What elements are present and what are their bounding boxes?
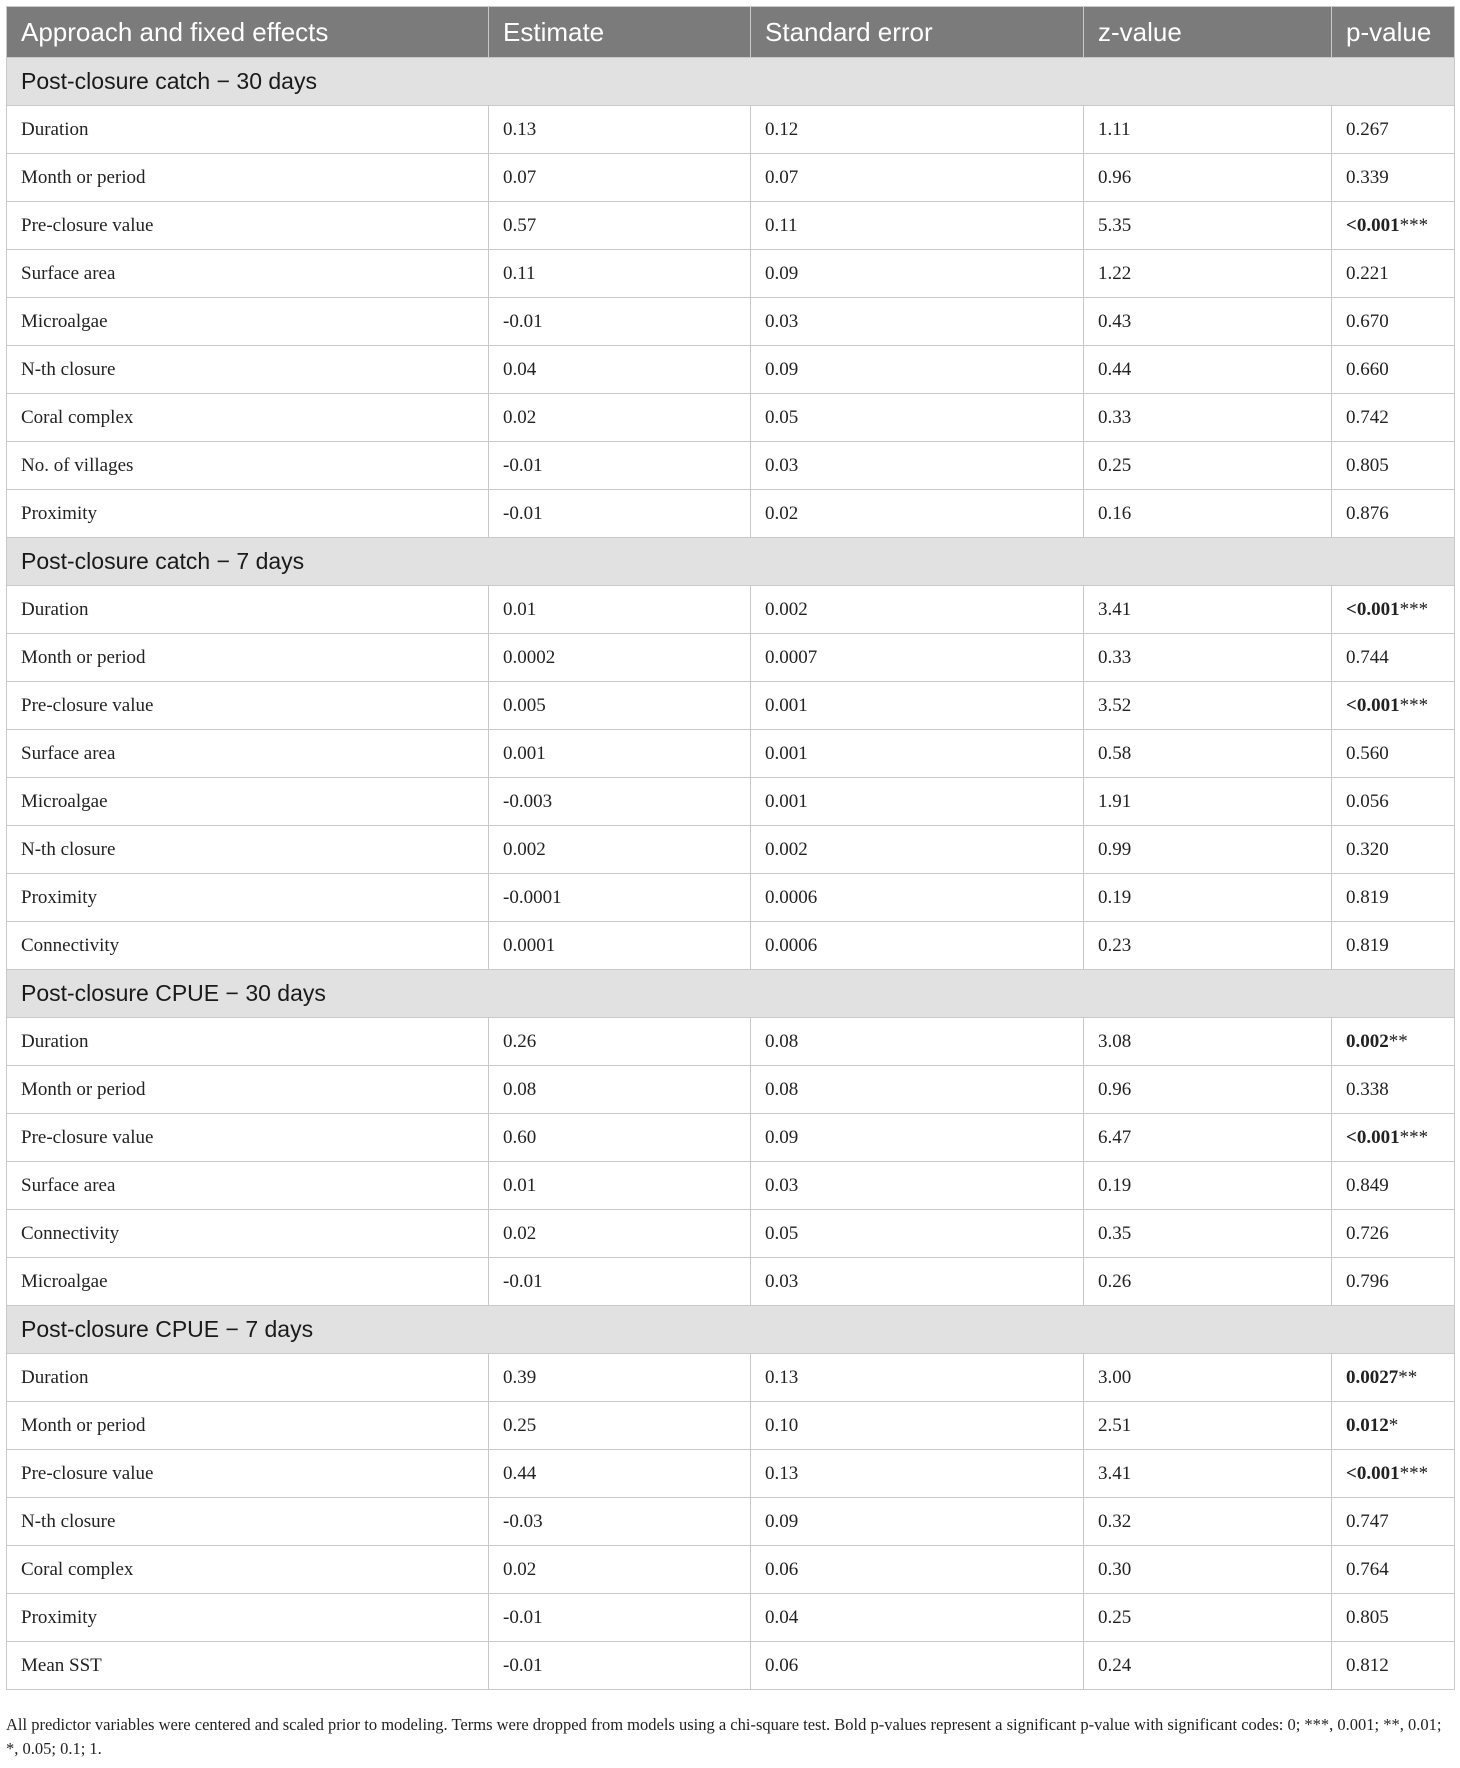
p-value-number: 0.742 <box>1346 406 1389 428</box>
estimate-cell: 0.07 <box>489 154 751 202</box>
p-value-number: 0.812 <box>1346 1654 1389 1676</box>
standard-error-cell: 0.06 <box>751 1642 1084 1690</box>
p-value-number: 0.002 <box>1346 1030 1389 1052</box>
effect-cell: Connectivity <box>7 1210 489 1258</box>
effect-cell: Connectivity <box>7 922 489 970</box>
significance-stars: ** <box>1398 1366 1418 1388</box>
standard-error-cell: 0.08 <box>751 1066 1084 1114</box>
z-value-cell: 0.44 <box>1084 346 1332 394</box>
table-row <box>7 1258 1455 1306</box>
z-value-cell: 2.51 <box>1084 1402 1332 1450</box>
p-value-cell <box>1332 154 1455 202</box>
z-value-cell: 3.08 <box>1084 1018 1332 1066</box>
table-row <box>7 1066 1455 1114</box>
estimate-cell: 0.25 <box>489 1402 751 1450</box>
effect-cell: N-th closure <box>7 1498 489 1546</box>
table-row <box>7 1594 1455 1642</box>
effect-cell: Surface area <box>7 250 489 298</box>
p-value-number: 0.876 <box>1346 502 1389 524</box>
standard-error-cell: 0.06 <box>751 1546 1084 1594</box>
z-value-cell: 1.11 <box>1084 106 1332 154</box>
table-row <box>7 106 1455 154</box>
estimate-cell: -0.01 <box>489 490 751 538</box>
z-value-cell: 0.23 <box>1084 922 1332 970</box>
p-value-cell <box>1332 1114 1455 1162</box>
p-value-cell <box>1332 1162 1455 1210</box>
effect-cell: Duration <box>7 586 489 634</box>
significance-stars: * <box>1388 1414 1399 1436</box>
p-value-number: 0.747 <box>1346 1510 1389 1532</box>
standard-error-cell: 0.09 <box>751 1498 1084 1546</box>
standard-error-cell: 0.10 <box>751 1402 1084 1450</box>
section-row <box>7 538 1455 586</box>
section-title: Post-closure CPUE − 30 days <box>7 970 1455 1018</box>
table-row <box>7 250 1455 298</box>
p-value-cell <box>1332 1354 1455 1402</box>
header-standard-error: Standard error <box>751 7 1084 58</box>
significance-stars: *** <box>1399 598 1429 620</box>
p-value-cell <box>1332 490 1455 538</box>
estimate-cell: -0.01 <box>489 442 751 490</box>
p-value-cell <box>1332 778 1455 826</box>
p-value-cell <box>1332 682 1455 730</box>
estimate-cell: 0.04 <box>489 346 751 394</box>
estimate-cell: 0.01 <box>489 586 751 634</box>
z-value-cell: 3.41 <box>1084 586 1332 634</box>
p-value-number: 0.726 <box>1346 1222 1389 1244</box>
p-value-number: 0.339 <box>1346 166 1389 188</box>
estimate-cell: 0.44 <box>489 1450 751 1498</box>
estimate-cell: 0.001 <box>489 730 751 778</box>
p-value-cell <box>1332 1594 1455 1642</box>
estimate-cell: -0.01 <box>489 1594 751 1642</box>
estimate-cell: -0.03 <box>489 1498 751 1546</box>
table-body <box>7 58 1455 1690</box>
effect-cell: N-th closure <box>7 346 489 394</box>
estimate-cell: 0.002 <box>489 826 751 874</box>
p-value-number: 0.805 <box>1346 1606 1389 1628</box>
effect-cell: Duration <box>7 106 489 154</box>
estimate-cell: 0.0002 <box>489 634 751 682</box>
p-value-number: 0.764 <box>1346 1558 1389 1580</box>
estimate-cell: 0.60 <box>489 1114 751 1162</box>
table-row <box>7 1162 1455 1210</box>
standard-error-cell: 0.0007 <box>751 634 1084 682</box>
effect-cell: Surface area <box>7 1162 489 1210</box>
section-title: Post-closure catch − 7 days <box>7 538 1455 586</box>
p-value-cell <box>1332 730 1455 778</box>
significance-stars: *** <box>1399 1462 1429 1484</box>
effect-cell: No. of villages <box>7 442 489 490</box>
table-row <box>7 298 1455 346</box>
p-value-cell <box>1332 346 1455 394</box>
z-value-cell: 0.33 <box>1084 394 1332 442</box>
standard-error-cell: 0.09 <box>751 250 1084 298</box>
table-row <box>7 394 1455 442</box>
z-value-cell: 0.19 <box>1084 874 1332 922</box>
p-value-number: 0.670 <box>1346 310 1389 332</box>
estimate-cell: -0.01 <box>489 1258 751 1306</box>
effect-cell: Pre-closure value <box>7 682 489 730</box>
standard-error-cell: 0.04 <box>751 1594 1084 1642</box>
table-row <box>7 154 1455 202</box>
effect-cell: Microalgae <box>7 298 489 346</box>
effect-cell: Proximity <box>7 874 489 922</box>
standard-error-cell: 0.11 <box>751 202 1084 250</box>
table-header <box>7 7 1455 58</box>
standard-error-cell: 0.001 <box>751 778 1084 826</box>
p-value-cell <box>1332 250 1455 298</box>
z-value-cell: 0.25 <box>1084 442 1332 490</box>
estimate-cell: 0.02 <box>489 1546 751 1594</box>
estimate-cell: -0.0001 <box>489 874 751 922</box>
effect-cell: Duration <box>7 1354 489 1402</box>
z-value-cell: 0.24 <box>1084 1642 1332 1690</box>
standard-error-cell: 0.03 <box>751 442 1084 490</box>
fixed-effects-table <box>6 6 1455 1690</box>
estimate-cell: 0.01 <box>489 1162 751 1210</box>
table-row <box>7 922 1455 970</box>
p-value-cell <box>1332 1066 1455 1114</box>
z-value-cell: 6.47 <box>1084 1114 1332 1162</box>
header-approach: Approach and fixed effects <box>7 7 489 58</box>
z-value-cell: 0.35 <box>1084 1210 1332 1258</box>
p-value-number: 0.560 <box>1346 742 1389 764</box>
estimate-cell: 0.08 <box>489 1066 751 1114</box>
section-row <box>7 1306 1455 1354</box>
p-value-number: 0.012 <box>1346 1414 1389 1436</box>
table-row <box>7 1642 1455 1690</box>
effect-cell: Microalgae <box>7 778 489 826</box>
standard-error-cell: 0.001 <box>751 730 1084 778</box>
z-value-cell: 0.16 <box>1084 490 1332 538</box>
section-title: Post-closure CPUE − 7 days <box>7 1306 1455 1354</box>
z-value-cell: 0.19 <box>1084 1162 1332 1210</box>
estimate-cell: -0.003 <box>489 778 751 826</box>
z-value-cell: 1.22 <box>1084 250 1332 298</box>
header-p-value: p-value <box>1332 7 1455 58</box>
p-value-number: 0.660 <box>1346 358 1389 380</box>
section-title: Post-closure catch − 30 days <box>7 58 1455 106</box>
p-value-number: 0.056 <box>1346 790 1389 812</box>
effect-cell: Proximity <box>7 490 489 538</box>
z-value-cell: 0.96 <box>1084 1066 1332 1114</box>
z-value-cell: 3.41 <box>1084 1450 1332 1498</box>
header-row <box>7 7 1455 58</box>
table-row <box>7 682 1455 730</box>
table-row <box>7 1498 1455 1546</box>
p-value-number: 0.805 <box>1346 454 1389 476</box>
p-value-cell <box>1332 202 1455 250</box>
effect-cell: Month or period <box>7 634 489 682</box>
p-value-number: <0.001 <box>1346 694 1400 716</box>
table-row <box>7 202 1455 250</box>
estimate-cell: -0.01 <box>489 1642 751 1690</box>
p-value-number: <0.001 <box>1346 214 1400 236</box>
effect-cell: Proximity <box>7 1594 489 1642</box>
p-value-number: 0.819 <box>1346 934 1389 956</box>
estimate-cell: 0.02 <box>489 1210 751 1258</box>
p-value-cell <box>1332 1546 1455 1594</box>
standard-error-cell: 0.05 <box>751 394 1084 442</box>
p-value-cell <box>1332 826 1455 874</box>
p-value-cell <box>1332 586 1455 634</box>
z-value-cell: 0.43 <box>1084 298 1332 346</box>
effect-cell: Month or period <box>7 154 489 202</box>
z-value-cell: 0.25 <box>1084 1594 1332 1642</box>
significance-stars: ** <box>1388 1030 1408 1052</box>
p-value-cell <box>1332 442 1455 490</box>
standard-error-cell: 0.001 <box>751 682 1084 730</box>
p-value-number: 0.819 <box>1346 886 1389 908</box>
estimate-cell: 0.005 <box>489 682 751 730</box>
z-value-cell: 1.91 <box>1084 778 1332 826</box>
table-row <box>7 634 1455 682</box>
table-row <box>7 346 1455 394</box>
estimate-cell: -0.01 <box>489 298 751 346</box>
p-value-cell <box>1332 298 1455 346</box>
standard-error-cell: 0.07 <box>751 154 1084 202</box>
standard-error-cell: 0.02 <box>751 490 1084 538</box>
effect-cell: N-th closure <box>7 826 489 874</box>
standard-error-cell: 0.03 <box>751 1162 1084 1210</box>
table-row <box>7 778 1455 826</box>
z-value-cell: 0.99 <box>1084 826 1332 874</box>
effect-cell: Mean SST <box>7 1642 489 1690</box>
p-value-number: 0.338 <box>1346 1078 1389 1100</box>
effect-cell: Pre-closure value <box>7 1114 489 1162</box>
p-value-number: 0.221 <box>1346 262 1389 284</box>
table-row <box>7 490 1455 538</box>
standard-error-cell: 0.002 <box>751 826 1084 874</box>
section-row <box>7 58 1455 106</box>
p-value-cell <box>1332 634 1455 682</box>
z-value-cell: 0.96 <box>1084 154 1332 202</box>
p-value-cell <box>1332 394 1455 442</box>
p-value-number: 0.744 <box>1346 646 1389 668</box>
p-value-cell <box>1332 922 1455 970</box>
p-value-number: 0.796 <box>1346 1270 1389 1292</box>
estimate-cell: 0.02 <box>489 394 751 442</box>
table-row <box>7 1450 1455 1498</box>
z-value-cell: 3.52 <box>1084 682 1332 730</box>
effect-cell: Month or period <box>7 1066 489 1114</box>
p-value-number: <0.001 <box>1346 1462 1400 1484</box>
table-row <box>7 1354 1455 1402</box>
results-table-container <box>6 6 1454 1690</box>
effect-cell: Surface area <box>7 730 489 778</box>
z-value-cell: 0.32 <box>1084 1498 1332 1546</box>
table-row <box>7 874 1455 922</box>
effect-cell: Pre-closure value <box>7 1450 489 1498</box>
p-value-cell <box>1332 1450 1455 1498</box>
effect-cell: Coral complex <box>7 394 489 442</box>
standard-error-cell: 0.13 <box>751 1450 1084 1498</box>
header-estimate: Estimate <box>489 7 751 58</box>
standard-error-cell: 0.13 <box>751 1354 1084 1402</box>
table-row <box>7 442 1455 490</box>
estimate-cell: 0.26 <box>489 1018 751 1066</box>
p-value-cell <box>1332 106 1455 154</box>
table-row <box>7 826 1455 874</box>
table-row <box>7 586 1455 634</box>
effect-cell: Coral complex <box>7 1546 489 1594</box>
table-row <box>7 730 1455 778</box>
effect-cell: Duration <box>7 1018 489 1066</box>
standard-error-cell: 0.0006 <box>751 874 1084 922</box>
standard-error-cell: 0.09 <box>751 1114 1084 1162</box>
table-row <box>7 1546 1455 1594</box>
z-value-cell: 5.35 <box>1084 202 1332 250</box>
significance-stars: *** <box>1399 214 1429 236</box>
standard-error-cell: 0.09 <box>751 346 1084 394</box>
standard-error-cell: 0.03 <box>751 1258 1084 1306</box>
significance-stars: *** <box>1399 1126 1429 1148</box>
standard-error-cell: 0.12 <box>751 106 1084 154</box>
standard-error-cell: 0.03 <box>751 298 1084 346</box>
standard-error-cell: 0.08 <box>751 1018 1084 1066</box>
section-row <box>7 970 1455 1018</box>
p-value-cell <box>1332 1498 1455 1546</box>
p-value-cell <box>1332 1642 1455 1690</box>
significance-stars: *** <box>1399 694 1429 716</box>
estimate-cell: 0.13 <box>489 106 751 154</box>
effect-cell: Month or period <box>7 1402 489 1450</box>
estimate-cell: 0.0001 <box>489 922 751 970</box>
z-value-cell: 0.33 <box>1084 634 1332 682</box>
p-value-number: 0.0027 <box>1346 1366 1399 1388</box>
standard-error-cell: 0.05 <box>751 1210 1084 1258</box>
effect-cell: Pre-closure value <box>7 202 489 250</box>
p-value-number: 0.267 <box>1346 118 1389 140</box>
p-value-cell <box>1332 874 1455 922</box>
table-footnote: All predictor variables were centered and scaled prior to modeling. Terms were dropped from models using a chi-square test. Bold p-values represent a significant p-value with significant codes: 0; ***, 0.001; **, 0.01; *, 0.05; 0.1; 1. <box>6 1715 1442 1758</box>
p-value-cell <box>1332 1210 1455 1258</box>
z-value-cell: 0.26 <box>1084 1258 1332 1306</box>
header-z-value: z-value <box>1084 7 1332 58</box>
estimate-cell: 0.57 <box>489 202 751 250</box>
p-value-cell <box>1332 1258 1455 1306</box>
p-value-number: 0.320 <box>1346 838 1389 860</box>
z-value-cell: 3.00 <box>1084 1354 1332 1402</box>
table-row <box>7 1018 1455 1066</box>
table-row <box>7 1114 1455 1162</box>
effect-cell: Microalgae <box>7 1258 489 1306</box>
estimate-cell: 0.39 <box>489 1354 751 1402</box>
standard-error-cell: 0.0006 <box>751 922 1084 970</box>
p-value-cell <box>1332 1018 1455 1066</box>
p-value-number: 0.849 <box>1346 1174 1389 1196</box>
p-value-cell <box>1332 1402 1455 1450</box>
p-value-number: <0.001 <box>1346 1126 1400 1148</box>
z-value-cell: 0.30 <box>1084 1546 1332 1594</box>
standard-error-cell: 0.002 <box>751 586 1084 634</box>
table-row <box>7 1402 1455 1450</box>
z-value-cell: 0.58 <box>1084 730 1332 778</box>
estimate-cell: 0.11 <box>489 250 751 298</box>
p-value-number: <0.001 <box>1346 598 1400 620</box>
table-row <box>7 1210 1455 1258</box>
